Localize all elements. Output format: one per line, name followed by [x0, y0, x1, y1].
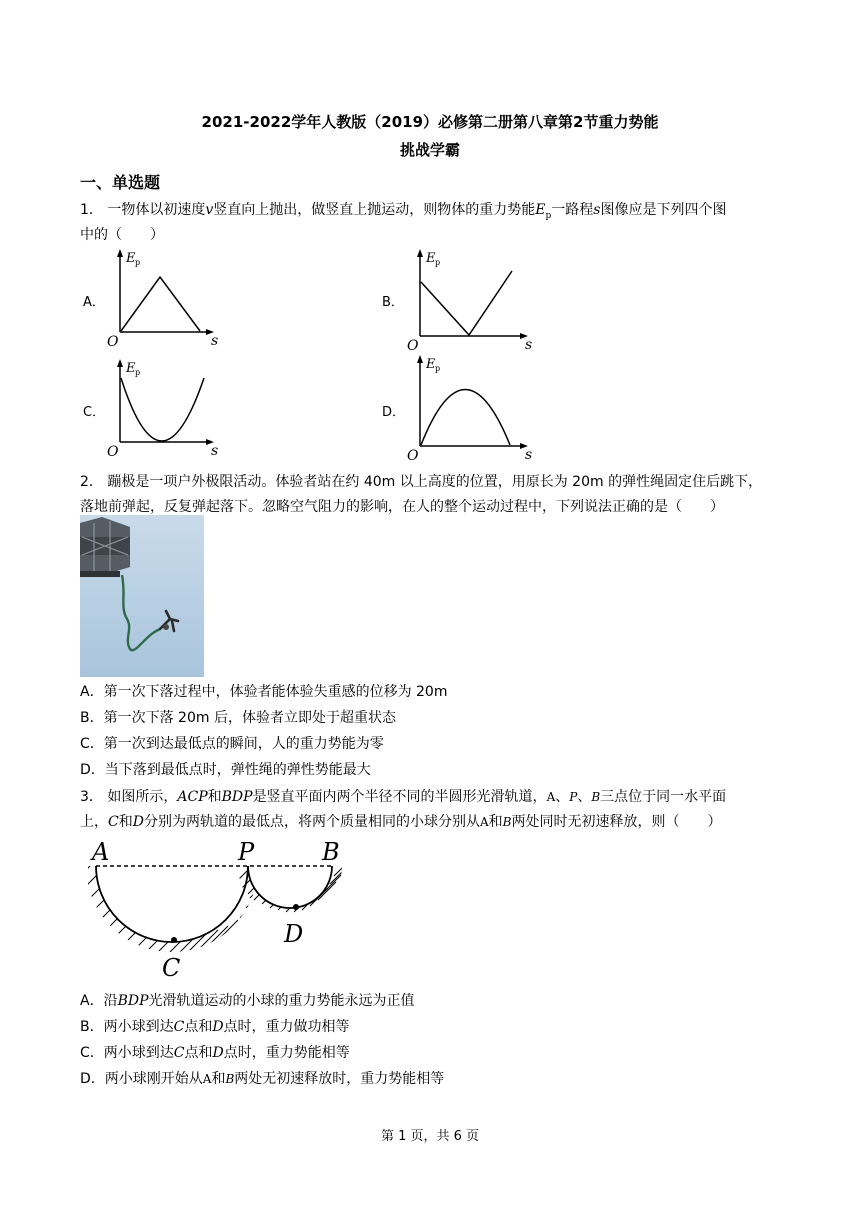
q1-option-a-label: A．: [83, 295, 105, 310]
q1-option-c-label: C．: [83, 405, 106, 420]
graph-a-y-label: E: [126, 251, 136, 266]
graph-b-y-sub: p: [435, 258, 441, 267]
q2-option-a: A．第一次下落过程中，体验者能体验失重感的位移为 20m: [80, 684, 448, 700]
q1-graph-a: [104, 246, 226, 350]
graph-b-y-label: E: [426, 251, 436, 266]
q1-graph-c: [104, 356, 226, 460]
graph-d-x-label: s: [525, 447, 533, 463]
q1-graph-b: [404, 246, 544, 354]
page-subtitle: 挑战学霸: [399, 141, 460, 159]
q1-stem-line1: [80, 199, 726, 221]
q3-label-p: P: [238, 838, 255, 866]
graph-b-origin: O: [407, 338, 419, 354]
graph-d-y-label: E: [426, 357, 436, 372]
q3-option-c: C．两小球到达C点和D点时，重力势能相等: [80, 1045, 350, 1061]
q1-option-b-label: B．: [382, 295, 404, 310]
graph-a-y-sub: p: [135, 258, 141, 267]
graph-b-x-label: s: [525, 337, 533, 353]
q1-stem-text: 一物体以初速度: [107, 202, 206, 218]
q1-var-ep: $E_p$: [535, 202, 552, 221]
q2-option-d: D．当下落到最低点时，弹性绳的弹性势能最大: [80, 762, 371, 778]
q3-option-b: B．两小球到达C点和D点时，重力做功相等: [80, 1019, 350, 1035]
q3-stem-line1: 3． 如图所示，ACP和BDP是竖直平面内两个半径不同的半圆形光滑轨道，A、P、B三点位于同一水平面: [80, 789, 727, 805]
q2-stem-text: 蹦极是一项户外极限活动。体验者站在约 40m 以上高度的位置，用原长为 20m 的弹性绳固定住后跳下，: [107, 474, 763, 490]
q3-acp: ACP: [177, 789, 208, 805]
q2-stem-line1: [80, 471, 762, 491]
page-footer: 第 1 页，共 6 页: [380, 1129, 480, 1144]
graph-a-x-label: s: [211, 333, 219, 349]
q3-label-d: D: [284, 920, 304, 948]
q3-option-d: D．两小球刚开始从A和B两处无初速释放时，重力势能相等: [80, 1071, 445, 1087]
q1-stem-text: 图像应是下列四个图: [600, 202, 727, 218]
section-heading: 一、单选题: [80, 173, 161, 192]
graph-a-origin: O: [107, 334, 119, 350]
q1-stem-text: 一路程: [551, 202, 594, 218]
graph-d-origin: O: [407, 448, 419, 464]
q2-number: 2．: [80, 474, 103, 490]
q3-label-a: A: [92, 838, 110, 866]
graph-c-y-sub: p: [135, 368, 141, 377]
q3-track-figure: [88, 836, 352, 982]
q3-option-a: A．沿BDP光滑轨道运动的小球的重力势能永远为正值: [80, 993, 415, 1009]
q2-stem-line2: 落地前弹起，反复弹起落下。忽略空气阻力的影响，在人的整个运动过程中，下列说法正确的是（ ）: [80, 499, 724, 515]
q1-var-s: s: [593, 202, 601, 218]
q2-option-c: C．第一次到达最低点的瞬间，人的重力势能为零: [80, 736, 384, 752]
graph-c-y-label: E: [126, 361, 136, 376]
q1-var-v: v: [205, 202, 214, 218]
q1-option-d-label: D．: [382, 405, 406, 420]
q3-number: 3．: [80, 789, 103, 805]
q3-label-b: B: [322, 838, 340, 866]
page-title: 2021-2022学年人教版（2019）必修第二册第八章第2节重力势能: [201, 113, 659, 131]
q3-bdp: BDP: [221, 789, 253, 805]
q3-label-c: C: [162, 954, 181, 982]
q2-option-b: B．第一次下落 20m 后，体验者立即处于超重状态: [80, 710, 396, 726]
graph-d-y-sub: p: [435, 364, 441, 373]
q1-graph-d: [404, 352, 544, 464]
q1-stem-text: 竖直向上抛出，做竖直上抛运动，则物体的重力势能: [213, 202, 536, 218]
q3-stem-line2: 上，C和D分别为两轨道的最低点，将两个质量相同的小球分别从A和B两处同时无初速释放，则（ ）: [80, 814, 722, 830]
q1-stem-line2: 中的（ ）: [80, 227, 164, 243]
q2-bungee-photo: [80, 515, 204, 677]
graph-c-origin: O: [107, 444, 119, 460]
q1-number: 1．: [80, 202, 103, 218]
graph-c-x-label: s: [211, 443, 219, 459]
